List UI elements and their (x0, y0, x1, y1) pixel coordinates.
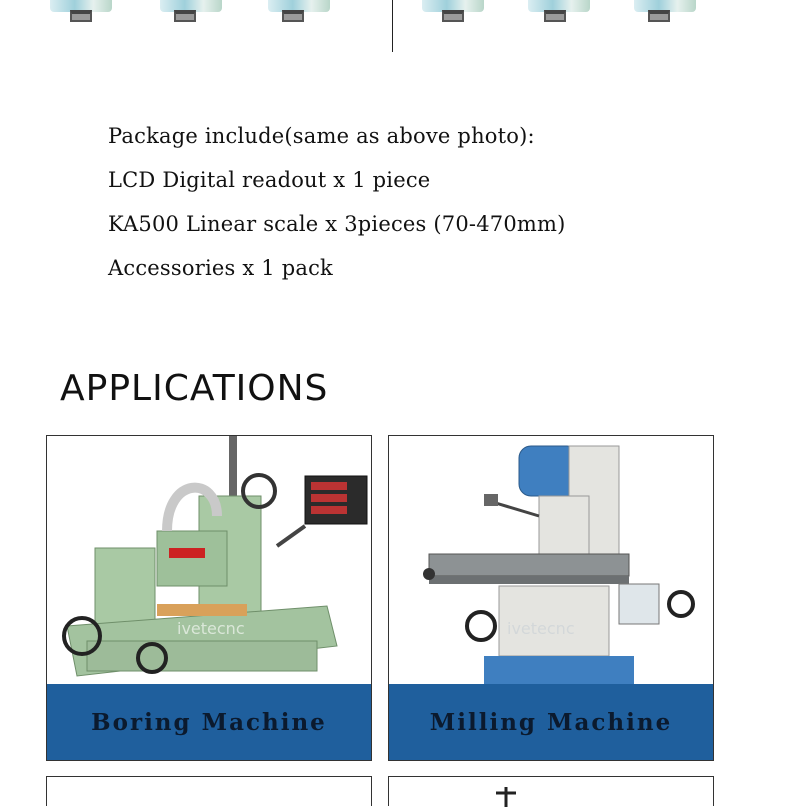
scale-bracket-image (70, 10, 92, 22)
milling-machine-image (389, 436, 713, 684)
scale-bracket-image (648, 10, 670, 22)
scale-bracket-image (442, 10, 464, 22)
package-item: Accessories x 1 pack (108, 256, 333, 280)
package-item: KA500 Linear scale x 3pieces (70-470mm) (108, 212, 566, 236)
boring-machine-label-band (47, 684, 371, 760)
product-thumbnail-strip (0, 0, 800, 56)
package-item: LCD Digital readout x 1 piece (108, 168, 431, 192)
milling-machine-label: Milling Machine (429, 708, 673, 736)
package-contents (108, 114, 566, 290)
boring-machine-image (47, 436, 371, 684)
watermark-text: ivetecnc (177, 619, 245, 638)
boring-machine-card (46, 435, 372, 761)
boring-machine-label: Boring Machine (91, 708, 327, 736)
application-card-partial (46, 776, 372, 806)
scale-bracket-image (544, 10, 566, 22)
scale-bracket-image (174, 10, 196, 22)
package-heading: Package include(same as above photo): (108, 124, 535, 148)
watermark-text: ivetecnc (507, 619, 575, 638)
milling-machine-card (388, 435, 714, 761)
applications-title: APPLICATIONS (60, 368, 329, 409)
scale-bracket-image (282, 10, 304, 22)
milling-machine-label-band (389, 684, 713, 760)
application-card-partial (388, 776, 714, 806)
thumbnail-divider (392, 0, 393, 52)
